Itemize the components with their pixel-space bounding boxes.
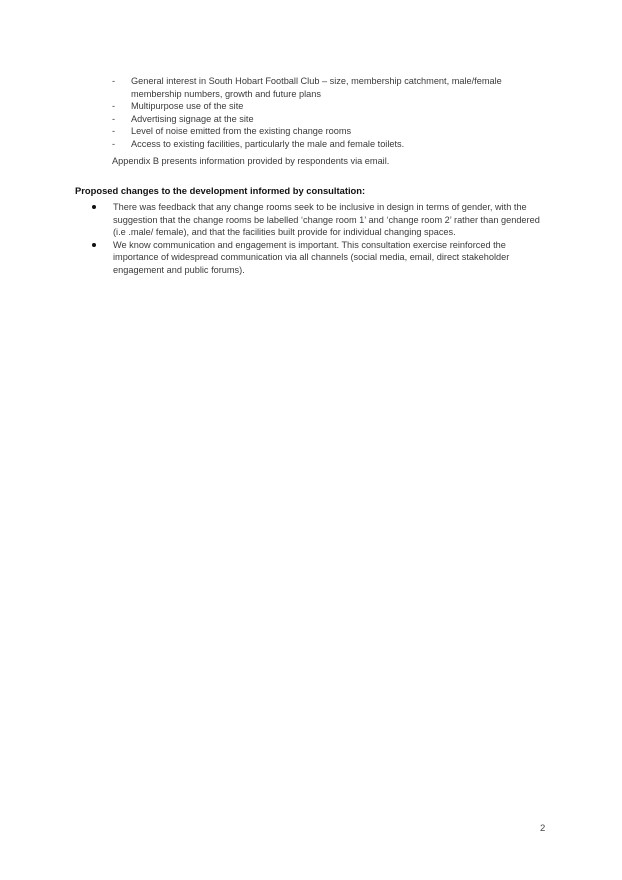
dash-list-item xyxy=(112,125,542,138)
dash-item-text: General interest in South Hobart Football Club – size, membership catchment, male/female membership numbers, growth and future plans xyxy=(131,76,502,99)
page-number: 2 xyxy=(540,823,546,834)
dash-bullet-icon: - xyxy=(112,76,116,86)
dash-list-item xyxy=(112,138,542,151)
dash-item-text: Multipurpose use of the site xyxy=(131,101,244,112)
dash-bullet-icon: - xyxy=(112,101,116,112)
concerns-dash-list xyxy=(112,75,542,151)
appendix-note: Appendix B presents information provided by respondents via email. xyxy=(112,156,390,166)
dash-bullet-icon: - xyxy=(112,126,116,137)
bullet-list-item xyxy=(92,239,552,277)
dash-list-item xyxy=(112,113,542,126)
dash-item-text: Advertising signage at the site xyxy=(131,113,254,124)
bullet-list-item xyxy=(92,201,552,239)
dash-item-text: Level of noise emitted from the existing change rooms xyxy=(131,126,352,137)
bullet-item-text: We know communication and engagement is important. This consultation exercise reinforced the importance of widespread communication via all channels (social media, email, direct stakeholder engagement and public forums). xyxy=(113,239,510,275)
section-heading: Proposed changes to the development informed by consultation: xyxy=(75,185,366,196)
proposed-changes-list xyxy=(92,201,552,277)
bullet-dot-icon xyxy=(92,243,96,247)
bullet-dot-icon xyxy=(92,205,96,209)
dash-item-text: Access to existing facilities, particularly the male and female toilets. xyxy=(131,138,405,149)
dash-list-item xyxy=(112,75,542,100)
bullet-item-text: There was feedback that any change rooms seek to be inclusive in design in terms of gender, with the suggestion that the change rooms be labelled ‘change room 1’ and ‘change room 2’ rather than gendered (i.e .male/ female), and that the facilities built provide for individual changing spaces. xyxy=(113,202,540,238)
dash-bullet-icon: - xyxy=(112,138,116,149)
dash-list-item xyxy=(112,100,542,113)
dash-bullet-icon: - xyxy=(112,113,116,124)
